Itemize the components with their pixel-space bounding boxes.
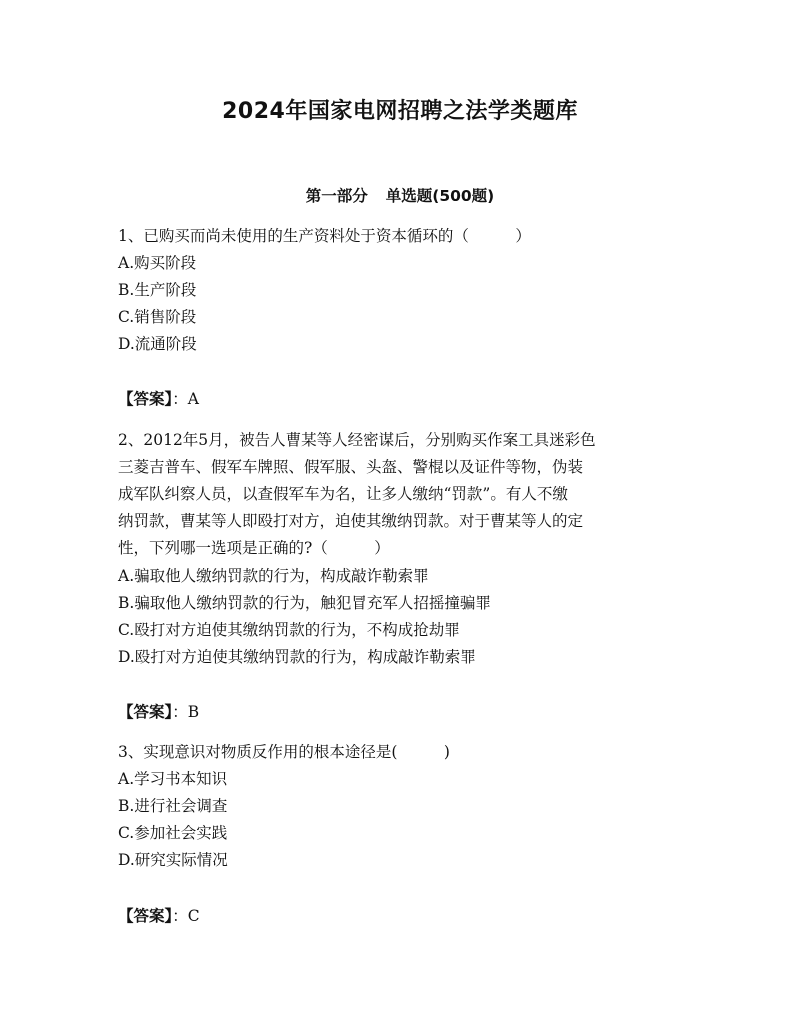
- question-2-option-b: B.骗取他人缴纳罚款的行为，触犯冒充军人招摇撞骗罪: [118, 594, 491, 612]
- question-3-option-d: D.研究实际情况: [118, 851, 228, 869]
- question-2-option-d: D.殴打对方迫使其缴纳罚款的行为，构成敲诈勒索罪: [118, 648, 476, 666]
- answer-separator: ：: [172, 390, 188, 408]
- question-2-option-a: A.骗取他人缴纳罚款的行为，构成敲诈勒索罪: [118, 567, 429, 585]
- question-3-stem: 3、实现意识对物质反作用的根本途径是( ): [118, 743, 450, 761]
- question-3-option-a: A.学习书本知识: [118, 770, 228, 788]
- question-2-answer: [118, 702, 698, 722]
- question-1-answer: [118, 389, 698, 409]
- question-3-option-c: C.参加社会实践: [118, 824, 228, 842]
- answer-separator: ：: [172, 703, 188, 721]
- question-1-option-b: B.生产阶段: [118, 281, 197, 299]
- answer-value: A: [187, 390, 199, 408]
- question-2-stem-line-2: 三菱吉普车、假军车牌照、假军服、头盔、警棍以及证件等物，伪装: [118, 458, 584, 476]
- question-2-option-c: C.殴打对方迫使其缴纳罚款的行为，不构成抢劫罪: [118, 621, 460, 639]
- question-2-stem-line-1: 2、2012年5月，被告人曹某等人经密谋后，分别购买作案工具迷彩色: [118, 431, 596, 449]
- answer-separator: ：: [172, 907, 188, 925]
- answer-label: 【答案】: [118, 390, 173, 408]
- question-1-option-a: A.购买阶段: [118, 254, 197, 272]
- question-2-stem-line-4: 纳罚款，曹某等人即殴打对方，迫使其缴纳罚款。对于曹某等人的定: [118, 512, 584, 530]
- question-3-answer: [118, 906, 698, 926]
- answer-label: 【答案】: [118, 703, 173, 721]
- question-3-option-b: B.进行社会调查: [118, 797, 228, 815]
- question-1-stem: 1、已购买而尚未使用的生产资料处于资本循环的（ ）: [118, 227, 531, 245]
- section-name: 单选题(500题): [385, 187, 495, 205]
- document-title: 2024年国家电网招聘之法学类题库: [222, 99, 578, 124]
- answer-value: C: [187, 907, 200, 925]
- answer-value: B: [187, 703, 200, 721]
- question-1-option-d: D.流通阶段: [118, 335, 197, 353]
- question-1-option-c: C.销售阶段: [118, 308, 197, 326]
- section-heading: [0, 184, 800, 206]
- question-2-stem-line-3: 成军队纠察人员，以查假军车为名，让多人缴纳“罚款”。有人不缴: [118, 485, 568, 503]
- section-part: 第一部分: [305, 187, 368, 205]
- question-2-stem-line-5: 性，下列哪一选项是正确的?（ ）: [118, 539, 390, 557]
- answer-label: 【答案】: [118, 907, 173, 925]
